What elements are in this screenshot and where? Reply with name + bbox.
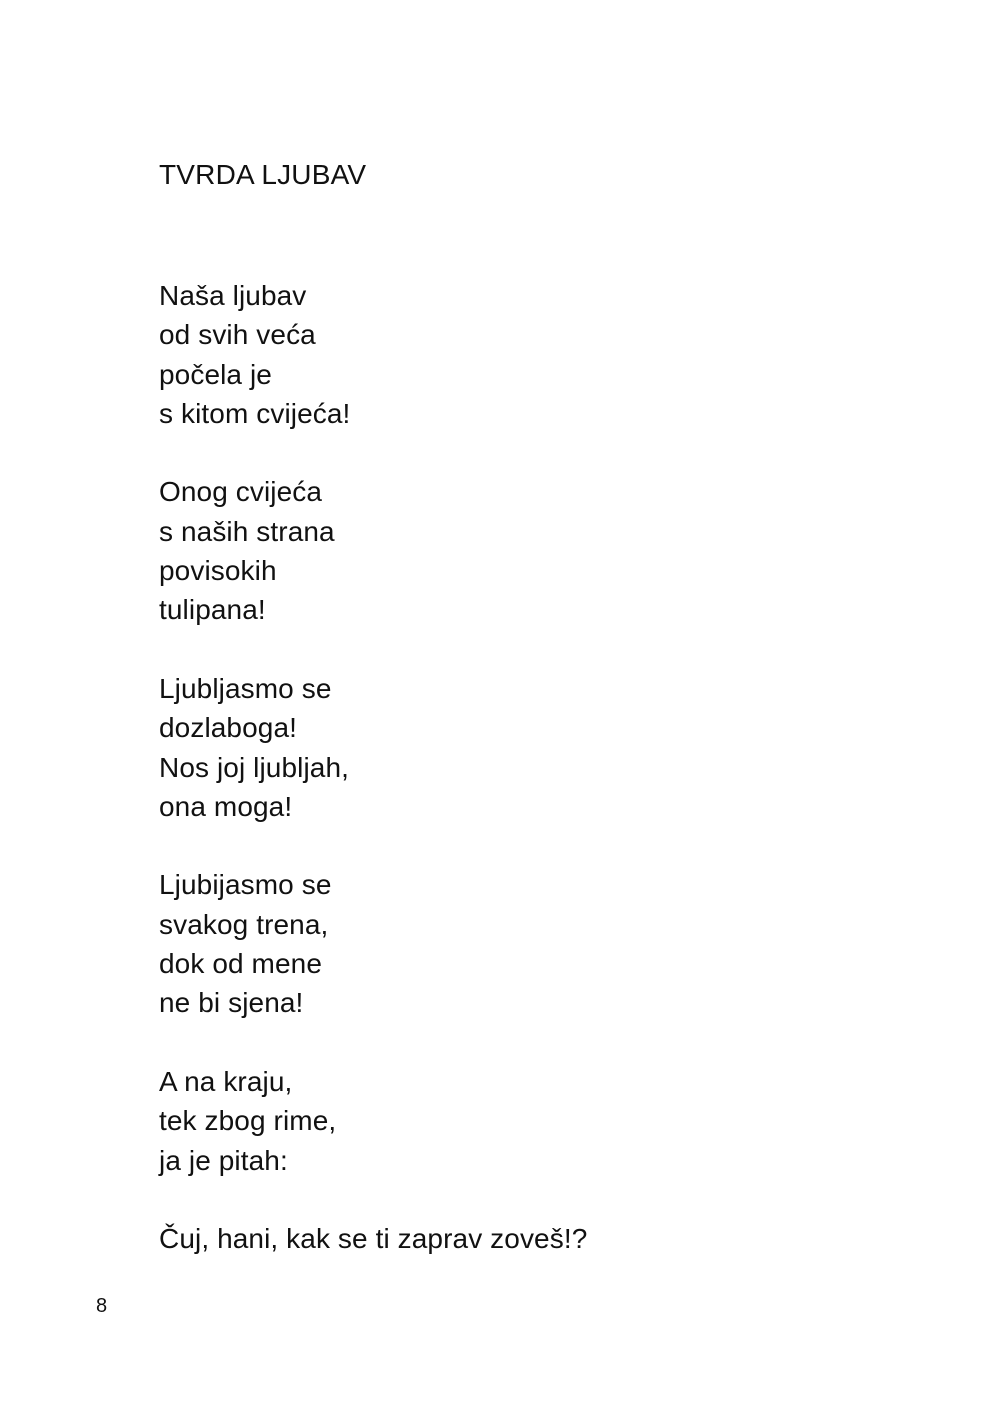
poem-line: ne bi sjena! bbox=[159, 987, 304, 1019]
poem-line: Nos joj ljubljah, bbox=[159, 751, 350, 783]
poem-line: povisokih bbox=[159, 555, 277, 587]
poem-title: TVRDA LJUBAV bbox=[159, 159, 367, 190]
stanza bbox=[159, 865, 587, 1022]
poem-line: Ljubijasmo se bbox=[159, 869, 332, 901]
poem-line: svakog trena, bbox=[159, 908, 329, 940]
poem-line: Naša ljubav bbox=[159, 280, 307, 311]
stanza bbox=[159, 472, 587, 629]
poem-line: od svih veća bbox=[159, 319, 316, 351]
poem-line: Čuj, hani, kak se ti zaprav zoveš!? bbox=[159, 1223, 588, 1255]
poem-line: Onog cvijeća bbox=[159, 476, 323, 508]
poem-line: počela je bbox=[159, 358, 272, 390]
poem-line: dozlaboga! bbox=[159, 712, 298, 744]
poem-line: Ljubljasmo se bbox=[159, 672, 332, 704]
poem-line: s kitom cvijeća! bbox=[159, 397, 351, 429]
stanza bbox=[159, 669, 587, 826]
poem-line: tek zbog rime, bbox=[159, 1105, 337, 1137]
stanza bbox=[159, 1219, 587, 1258]
poem-line: tulipana! bbox=[159, 594, 266, 626]
poem-line: A na kraju, bbox=[159, 1065, 293, 1097]
poem-line: dok od mene bbox=[159, 948, 322, 980]
poem-line: s naših strana bbox=[159, 515, 335, 547]
poem-line: ja je pitah: bbox=[159, 1144, 288, 1176]
stanza bbox=[159, 276, 587, 433]
stanza bbox=[159, 1062, 587, 1180]
page-number: 8 bbox=[96, 1295, 108, 1317]
poem-body bbox=[159, 276, 587, 1298]
poem-line: ona moga! bbox=[159, 790, 293, 822]
